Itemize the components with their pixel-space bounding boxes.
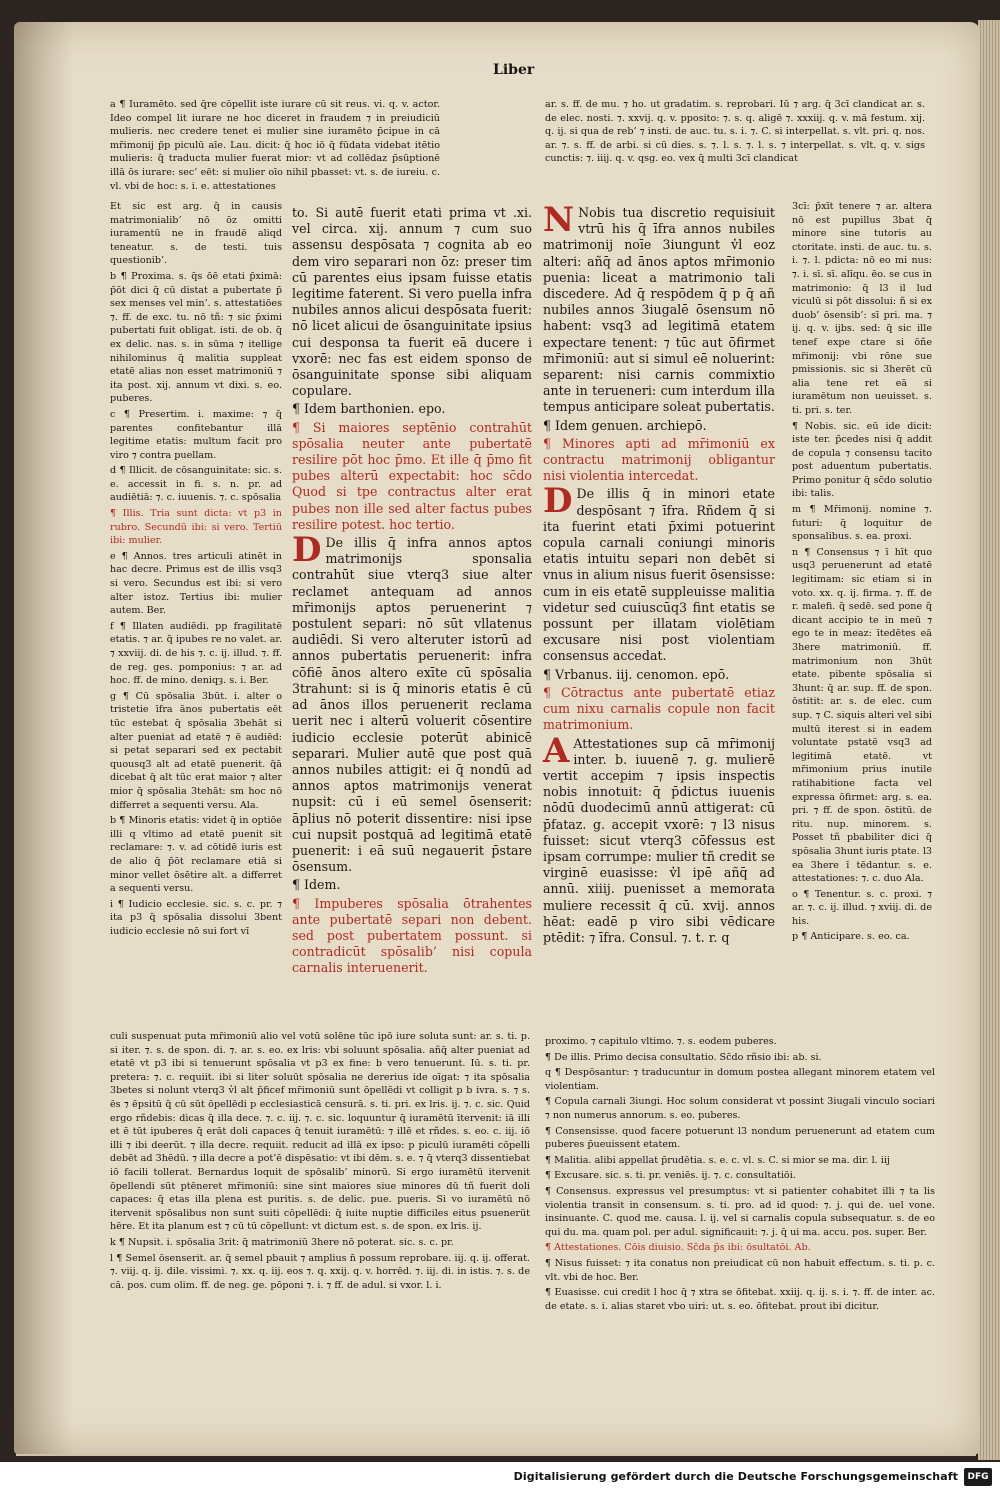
gloss-paragraph: ¶ Nisus fuisset: ⁊ ita conatus non preiudicat cū non habuit effectum. s. ti. p. c. vlt. vbi de hoc. Ber.	[545, 1257, 935, 1283]
gloss-left-column	[110, 200, 282, 940]
gloss-paragraph: ¶ Illis. Tria sunt dicta: vt p3 in rubro. Secundū ibi: si vero. Tertiū ibi: mulier.	[110, 508, 282, 547]
gloss-paragraph: ¶ De illis. Primo decisa consultatio. Sc̄do rñsio ibi: ab. si.	[545, 1051, 822, 1063]
gloss-right-bottom	[545, 1035, 935, 1315]
initial-a: A	[543, 730, 570, 771]
rubric-summary: ¶ Minores apti ad mr̄imoniū ex contractu matrimonij obligantur nisi violentia intercedat.	[543, 435, 775, 484]
gloss-paragraph: l ¶ Semel ōsenserit. ar. q̄ semel pbauit ⁊ amplius n̄ possum reprobare. iij. q. ij. offerat. ⁊. viij. q. ij. dile. vissimi. ⁊. xx. q. iij. eos ⁊. q. xxij. q. v. horrēd. ⁊. iij. di. in istis. ⁊. s. de cā. pos. cum olim. ff. de neg. ge. pōponi ⁊. i. ⁊ ff. de adul. si vxor. l. i.	[110, 1252, 530, 1291]
text-body: Attestationes sup cā mr̄imonij inter. b. iuuenē ⁊. g. mulierē vertit accepim ⁊ ipsis inspectis nobis innotuit: q̄ p̄dictus iuuenis nōdū duodecimū annū attigerat: cū p̄fataz. g. accepit vxorē: ⁊ l3 nisus fuisset: sicut vterq3 cōfessus est ipsam corrumpe: mulier tñ credit se virginē euasisse: v̓l ipē añq̄ ad annū. xiiij. puenisset a memorata muliere recessit q̄ cū. xvij. annos hēat: eadē p viro sibi vēdicare ptēdit: ⁊ īfra. Consul. ⁊. t. r. q	[543, 735, 775, 945]
gloss-paragraph: ¶ Consensus. expressus vel presumptus: vt si patienter cohabitet illi ⁊ ta lis violentia transit in consensum. s. ti. pro. ad id quod: ⁊. j. qui de. uel vone. insinuante. C. quod me. causa. l. ij. vel si carnalis copula subsequatur. s. de eo qui du. ma. quam pol. per adul. significauit: ⁊. j. q̄ ui ma. accu. pos. super. Ber.	[545, 1185, 935, 1238]
text-paragraph	[292, 530, 532, 875]
gloss-paragraph: a ¶ Iuramēto. sed q̄re cōpellit iste iurare cū sit reus. vi. q. v. actor. Ideo compel lit iurare ne hoc diceret in fraudem ⁊ in preiudiciū mulieris. nec credere tenet ei mulier sine iuramēto p̄cipue in cā mr̄imonij p̄p piculū aīe. Lau. dicit: q̄ hoc iō q̄ fūdata videbat itētio mulieris: q̄ traducta mulier fuerat mior: vt ad collēdaz p̄sūptionē illā ōs iurare: sec’ eēt: si mulier oīo nihil pbasset: vt. s. de iureiu. c. vl. vbi de hoc: s. i. e. attestationes	[110, 99, 440, 192]
initial-d2: D	[543, 481, 573, 522]
initial-n: N	[543, 200, 575, 240]
rubric-heading: ¶ Idem barthonien. epo.	[292, 401, 446, 417]
page-edge-right	[978, 20, 1000, 1460]
text-paragraph	[543, 730, 775, 947]
gloss-paragraph: ¶ Malitia. alibi appellat p̄rudētia. s. e. c. vl. s. C. si mior se ma. dir. l. iij	[545, 1154, 890, 1166]
gloss-paragraph: m ¶ Mr̄imonij. nomine ⁊. futuri: q̄ loquitur de sponsalibus. s. ea. proxi.	[792, 504, 932, 543]
gloss-paragraph: proximo. ⁊ capitulo vltimo. ⁊. s. eodem puberes.	[545, 1036, 777, 1047]
text-paragraph: to. Si autē fuerit etati prima vt .xi. vel circa. xij. annum ⁊ cum suo assensu despōsata ⁊ cognita ab eo dem viro separari non ōz: preser tim cū parentes eius ipsam fuisse etatis legitime faterent. Si vero puella infra nubiles annos alicui despōsata fuerit: nō licet alicui de ōsanguinitate ipsius cui desponsa ta fuerit eā ducere i vxorē: nec fas est eidem sponso de ōsanguinitate sponse sibi aliquam copulare.	[292, 205, 532, 399]
gloss-paragraph: Et sic est arg. q̄ in causis matrimonialib’ nō ōz omitti iuramentū ne in fraudē aliqd teneatur. s. de testi. tuis questionib’.	[110, 201, 282, 267]
gloss-paragraph: 3cī: p̄xīt tenere ⁊ ar. altera nō est pupillus 3bat q̄ minore sine tutoris au ctoritate. insti. de auc. tu. s. i. ⁊. l. pdicta: nō eo mi nus: ⁊. i. sī. sī. alīqu. ēo. se cus in matrimonio: q̄ l3 il lud viculū si pōt dissolui: ñ si ex duob’ ōsensib’: sī pri. ma. ⁊ ij. q. v. ijbs. sed: q̄ sic ille tenef expe ctare si ōñe mr̄imonij: vbi rōne sue pmissionis. sic si 3herēt cū alia tene ret eā si iuramētum non ueuisset. s. ti. pri. s. ter.	[792, 201, 932, 416]
gloss-paragraph: d ¶ Illicit. de cōsanguinitate: sic. s. e. accessit in fi. s. n. pr. ad audiētiā: ⁊. c. iuuenis. ⁊. c. spōsalia	[110, 465, 282, 504]
main-text-left	[292, 205, 532, 979]
gloss-paragraph: b ¶ Minoris etatis: videt q̄ in optiōe illi q vltimo ad etatē puenit sit reclamare: ⁊. v. ad cōtidē iuris est de alio q̄ p̄ōt reclamare etiā si minor vellet ōsētire alt. a differret a sequenti versu.	[110, 815, 282, 895]
gloss-left-bottom	[110, 1030, 530, 1294]
gloss-right-top	[545, 98, 925, 168]
footer-credit: Digitalisierung gefördert durch die Deutsche Forschungsgemeinschaft	[513, 1470, 958, 1483]
gloss-paragraph: e ¶ Annos. tres articuli atinēt in hac decre. Primus est de illis vsq3 si vero. Secundus est ibi: si vero alter istoz. Tertius ibi: mulier autem. Ber.	[110, 550, 282, 617]
gloss-paragraph: o ¶ Tenentur. s. c. proxi. ⁊ ar. ⁊. c. ij. illud. ⁊ xviij. di. de his.	[792, 888, 932, 927]
gloss-left-top	[110, 98, 440, 195]
gloss-paragraph: ¶ Euasisse. cui credit l hoc q̄ ⁊ xtra se ōfitebat. xxiij. q. ij. s. i. ⁊. ff. de inter. ac. de etate. s. i. alias staret vbo uiri: ut. s. eo. ōfitebat. prout ibi dicitur.	[545, 1287, 935, 1312]
rubric-summary: ¶ Impuberes spōsalia ōtrahentes ante pubertatē separi non debent. sed post pubertatem possunt. si contradicūt spōsalib’ nisi copula carnalis interuenerit.	[292, 895, 532, 976]
rubric-heading: ¶ Vrbanus. iij. cenomon. epō.	[543, 666, 730, 682]
gloss-paragraph: ¶ Copula carnali 3iungi. Hoc solum considerat vt possint 3iugali vinculo sociari ⁊ non numerus annorum. s. eo. puberes.	[545, 1096, 935, 1121]
initial-d: D	[292, 530, 322, 571]
text-paragraph	[543, 481, 775, 664]
text-body: Nobis tua discretio requisiuit vtrū his q̄ īfra annos nubiles matrimonij noīe 3iungunt v̓l eoz alteri: añq̄ ad ānos aptos mr̄imonio puenia: liceat a matrimonio tali discedere. Ad q̄ respōdem q̄ p q̄ añ nubiles annos 3iugalē ōsensum nō habent: vsq3 ad legitimā etatem expectare tenent: ⁊ tūc aut ōfirmet mr̄imoniū: aut si simul eē noluerint: separent: nisi carnis commixtio ante in terueneri: cum interdum illa tempus anticipare soleat pubertatis.	[543, 205, 775, 415]
rubric-summary: ¶ Si maiores septēnio contrahūt spōsalia neuter ante pubertatē resilire pōt hoc p̄mo. Et ille q̄ p̄mo fit pubes alterū expectabit: hoc sc̄do Quod si tpe contractus alter erat pubes non ille sed alter factus pubes resilire potest. hoc tertio.	[292, 419, 532, 532]
dfg-logo: DFG	[964, 1468, 992, 1486]
gloss-paragraph: ¶ Nobis. sic. eū ide dicit: iste ter. p̄cedes nisi q̄ addit de copula ⁊ consensu tacito post aduentum pubertatis. Primo ponitur q̄ sc̄do solutio ibi: talis.	[792, 420, 932, 500]
main-text-right	[543, 200, 775, 948]
text-paragraph	[543, 200, 775, 416]
gloss-paragraph: g ¶ Cū spōsalia 3būt. i. alter o tristetie īfra ānos pubertatis eēt tūc estebat q̄ spōsalia 3behāt si alter pueniat ad etatē ⁊ ē audiēd: si petat separari sed ex pectabit quousq3 alt ad etatē puenerit. q̄ā dicebat q̄ alt tūc erat maior ⁊ alter mior q̄ spōsalia 3tehāt: sm hoc nō differret a sequenti versu. Ala.	[110, 690, 282, 811]
gloss-paragraph: q ¶ Despōsantur: ⁊ traducuntur in domum postea allegant minorem etatem vel violentiam.	[545, 1067, 935, 1092]
rubric-summary: ¶ Cōtractus ante pubertatē etiaz cum nixu carnalis copule non facit matrimonium.	[543, 684, 775, 733]
gloss-paragraph: b ¶ Proxima. s. q̄s ōē etati p̄ximā: p̄ōt dici q̄ cū distat a pubertate p̄ sex menses vel min’. s. attestatiōes ⁊. ff. de exc. tu. nō tñ: ⁊ sic p̄ximi pubertati fuit obligat. isti. de ob. q̄ ex delic. nas. s. in sūma ⁊ itellige nihilominus q̄ malitia suppleat etatē alias non esset matrimoniū ⁊ ita post. xij. annum vt dixi. s. eo. puberes.	[110, 270, 282, 405]
gloss-paragraph: ar. s. ff. de mu. ⁊ ho. ut gradatim. s. reprobari. Iū ⁊ arg. q̄ 3cī clandicat ar. s. de elec. nosti. ⁊. xxvij. q. v. pposito: ⁊. s. q. aligē ⁊. xxxiij. q. v. mā festum. xij. q. ij. si qua de reb’ ⁊ insti. de auc. tu. s. i. ⁊. C. si interpellat. s. vlt. pri. q. nos. ar. ⁊. s. ff. de arbi. si cū dies. s. ⁊. l. s. ⁊. l. s. ⁊ interpellat. s. vlt. q. v. sigs cunctis: ⁊. iiij. q. v. qsg. eo. vex q̄ multi 3cī clandicat	[545, 99, 925, 165]
gloss-paragraph: c ¶ Presertim. i. maxime: ⁊ q̄ parentes confitebantur illā legitime etatis: multum facit pro viro ⁊ contra puellam.	[110, 408, 282, 461]
gloss-paragraph: k ¶ Nupsit. i. spōsalia 3rit: q̄ matrimoniū 3here nō poterat. sic. s. c. pr.	[110, 1236, 454, 1248]
gloss-right-column	[792, 200, 932, 946]
gloss-paragraph: f ¶ Illaten audiēdi. pp fragilitatē etatis. ⁊ ar. q̄ ipubes re no valet. ar. ⁊ xxviij. di. de his ⁊. c. ij. illud. ⁊. ff. de reg. ges. pomponius: ⁊ ar. ad hoc. ff. de mino. deniqȝ. s. i. Ber.	[110, 620, 282, 687]
text-body: De illis q̄ infra annos aptos matrimonijs sponsalia contrahūt siue vterq3 siue alter reclamet antequam ad annos mr̄imonijs aptos peruenerint ⁊ postulent separi: nō sūt vllatenus audiēdi. Si vero alteruter istorū ad annos pubertatis peruenerit: infra cōfiē ānos altero exīte cū spōsalia 3trahunt: si is q̄ minoris etatis ē cū ad ānos illos peruenerit reclama uerit nec i alterū voluerit cōsentire iudicio ecclesie poterūt abinicē separari. Mulier autē que post quā annos nubiles attigit: ei q̄ nondū ad annos aptos matrimonijs venerat nupsit: cū i eū semel ōsenserit: āplius nō poterit dissentire: nisi ipse cui nupsit postquā ad legitimā etatē puenerit: i eā suū negauerit p̄stare ōsensum.	[292, 535, 532, 875]
gloss-paragraph: i ¶ Iudicio ecclesie. sic. s. c. pr. ⁊ ita p3 q̄ spōsalia dissolui 3bent iudicio ecclesie nō sui fort vī	[110, 898, 282, 937]
footer-bar	[0, 1462, 1000, 1493]
gloss-paragraph: culi suspenuat puta mr̄imoniū alio vel votū solēne tūc ipō iure soluta sunt: ar. s. ti. p. si iter. ⁊. s. de spon. di. ⁊. ar. s. eo. ex lris: vbi soluunt spōsalia. añq̄ alter pueniat ad etatē vt p3 ibi si tenuerunt spōsalia vt p3 ex fine: b vero tenuerunt. Iū. s. ti. pr. pretera: ⁊. c. requiit. ibi si liter soluūt spōsalia ne dererius ide oīgat: ⁊ ita spōsalia 3betes si nolunt vterq3 v̓l alt p̄ficef mr̄imoniū sunt ōpellēdi vt colligit p b ivra. s. ⁊ s. ēs ⁊ ēpsitū q̄ cū sūt ōpellēdi p ecclesiasticā censurā. s. ti. pri. ex lris. ij. ⁊. c. sic. Quid ergo rñdebis: dicas q̄ illa dece. ⁊. c. iij. ⁊. c. sic. loquuntur q̄ iuramētū ītervenit: iā illi et ē tūt ipuberes q̄ erāt doli capaces q̄ tenuit iuramētū: ⁊ illē et rñdes. s. eo. c. iij. iō illi ⁊ ibi deerūt. ⁊ illa decre. requiit. reducit ad illā ex ipso: p piculū iuramēti cōpelli debēt ad 3hēdū. ⁊ illa decre a pot’ē dispēsatio: vt ibi dēm. s. e. ⁊ q̄ vterq3 dissentiebat iō facili tollerat. Bernardus loquit de spōsalib’ minorū. Si ergo iuramētū itervenit ōpellendi sūt ptēneret mr̄imoniū: sine sint maiores siue minores dū tñ fuerit doli capaces: q̄ etas illa plena est puritis. s. de delic. pue. pueris. Si vo iuramētū nō itervenit spōsalibus non sunt suiti cōpellēdi: q̄ iuite nuptie difficiles eitus psuenerūt hēre. Et ita planum est ⁊ cū tū cōpellunt: vt dictum est. s. de spon. ex lris. ij.	[110, 1031, 530, 1233]
gloss-paragraph: n ¶ Consensus ⁊ ī hīt quo usq3 peruenerunt ad etatē legitimam: sic etiam si in voto. xx. q. ij. firma. ⁊. ff. de r. malefi. q̄ sedē. sed pone q̄ dicant accipio te in meū ⁊ ego te in meaz: ītedētes eā 3here matrimoniū. ff. matrimonium non 3hūt etate. pibente spōsalia si 3hunt: q̄ ar. sup. ff. de spon. ōstitit: ar. s. de elec. cum sup. ⁊ C. siquis alteri vel sibi multū iterest si in eadem voluntate pstatē vsq3 ad legitimā etatē. vt mr̄imonium prius inutile ratihabitione facta vel expressa ōfirmet: arg. s. ea. pri. ⁊ ff. de spon. ōstitū. de ritu. nup. minorem. s. Posset tñ pbabiliter dici q̄ spōsalia 3hunt iuris ptate. l3 ea 3here ī tēdantur. s. e. attestationes: ⁊. c. duo Ala.	[792, 546, 932, 885]
gloss-paragraph: ¶ Attestationes. Cōis diuisio. Sc̄da p̄s ibi: ōsultatōi. Ab.	[545, 1242, 811, 1254]
running-head: Liber	[493, 62, 535, 78]
text-body: De illis q̄ in minori etate despōsant ⁊ īfra. Rñdem q̄ si ita fuerint etati p̄ximi potuerint copula carnali coniungi minoris etatis intuitu separi non debēt si vnus in alium nisus fuerit ōsensisse: cum in eis etatē suppleuisse malitia videtur sed cuiuscūq3 fint etatis se possunt per illatam violētiam excusare nisi post violentiam consensus accedat.	[543, 486, 775, 664]
gloss-paragraph: p ¶ Anticipare. s. eo. ca.	[792, 931, 910, 943]
gloss-paragraph: ¶ Consensisse. quod facere potuerunt l3 nondum peruenerunt ad etatem cum puberes p̄ueuissent etatem.	[545, 1125, 935, 1151]
rubric-heading: ¶ Idem genuen. archiepō.	[543, 417, 707, 433]
rubric-heading: ¶ Idem.	[292, 877, 341, 893]
gloss-paragraph: ¶ Excusare. sic. s. ti. pr. veniēs. ij. ⁊. c. consultatiōi.	[545, 1170, 796, 1182]
